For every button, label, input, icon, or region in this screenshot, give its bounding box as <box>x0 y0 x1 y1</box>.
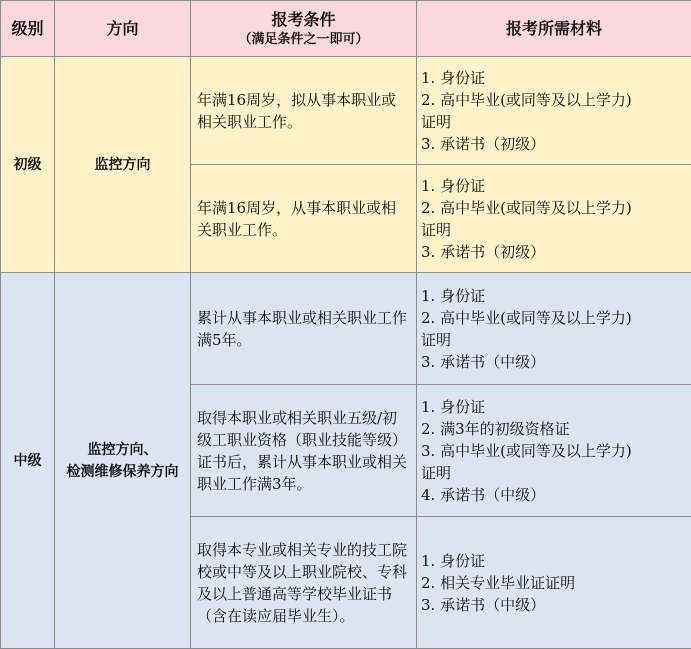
materials-cell <box>417 517 691 649</box>
material-item: 2. 相关专业毕业证证明 <box>421 572 687 594</box>
material-item: 证明 <box>421 111 687 133</box>
material-item: 1. 身份证 <box>421 396 687 418</box>
direction-line: 检测维修保养方向 <box>55 461 190 483</box>
material-item: 3. 承诺书（中级） <box>421 594 687 616</box>
materials-cell <box>417 165 691 273</box>
material-item: 1. 身份证 <box>421 175 687 197</box>
condition-text: 取得本专业或相关专业的技工院校或中等及以上职业院校、专科及以上普通高等学校毕业证书（含在读应届毕业生）。 <box>197 539 410 627</box>
material-item: 证明 <box>421 329 687 351</box>
materials-cell <box>417 273 691 385</box>
material-item: 证明 <box>421 462 687 484</box>
direction-cell-primary: 监控方向 <box>55 57 191 273</box>
header-conditions <box>191 1 417 57</box>
condition-cell <box>191 273 417 385</box>
header-materials: 报考所需材料 <box>417 1 691 57</box>
material-item: 3. 承诺书（中级） <box>421 351 687 373</box>
header-conditions-note: （满足条件之一即可） <box>191 31 416 49</box>
direction-cell-intermediate <box>55 273 191 649</box>
material-item: 3. 承诺书（初级） <box>421 241 687 263</box>
materials-cell <box>417 385 691 517</box>
material-item: 1. 身份证 <box>421 550 687 572</box>
header-conditions-title: 报考条件 <box>271 10 335 29</box>
condition-text: 累计从事本职业或相关职业工作满5年。 <box>197 307 410 351</box>
table-row <box>1 273 691 385</box>
condition-text: 年满16周岁，拟从事本职业或相关职业工作。 <box>197 89 410 133</box>
material-item: 4. 承诺书（中级） <box>421 484 687 506</box>
material-item: 3. 承诺书（初级） <box>421 133 687 155</box>
material-item: 1. 身份证 <box>421 67 687 89</box>
header-level: 级别 <box>1 1 55 57</box>
condition-cell <box>191 57 417 165</box>
material-item: 3. 高中毕业(或同等及以上学力) <box>421 440 687 462</box>
header-row <box>1 1 691 57</box>
condition-cell <box>191 517 417 649</box>
condition-text: 取得本职业或相关职业五级/初级工职业资格（职业技能等级）证书后，累计从事本职业或相关职业工作满3年。 <box>197 407 410 495</box>
table-row <box>1 57 691 165</box>
material-item: 1. 身份证 <box>421 285 687 307</box>
material-item: 2. 高中毕业(或同等及以上学力) <box>421 89 687 111</box>
material-item: 2. 高中毕业(或同等及以上学力) <box>421 197 687 219</box>
materials-cell <box>417 57 691 165</box>
condition-cell <box>191 385 417 517</box>
direction-line: 监控方向、 <box>55 439 190 461</box>
level-cell-primary: 初级 <box>1 57 55 273</box>
level-cell-intermediate: 中级 <box>1 273 55 649</box>
material-item: 2. 满3年的初级资格证 <box>421 418 687 440</box>
material-item: 2. 高中毕业(或同等及以上学力) <box>421 307 687 329</box>
material-item: 证明 <box>421 219 687 241</box>
header-direction: 方向 <box>55 1 191 57</box>
condition-cell <box>191 165 417 273</box>
condition-text: 年满16周岁，从事本职业或相关职业工作。 <box>197 197 410 241</box>
